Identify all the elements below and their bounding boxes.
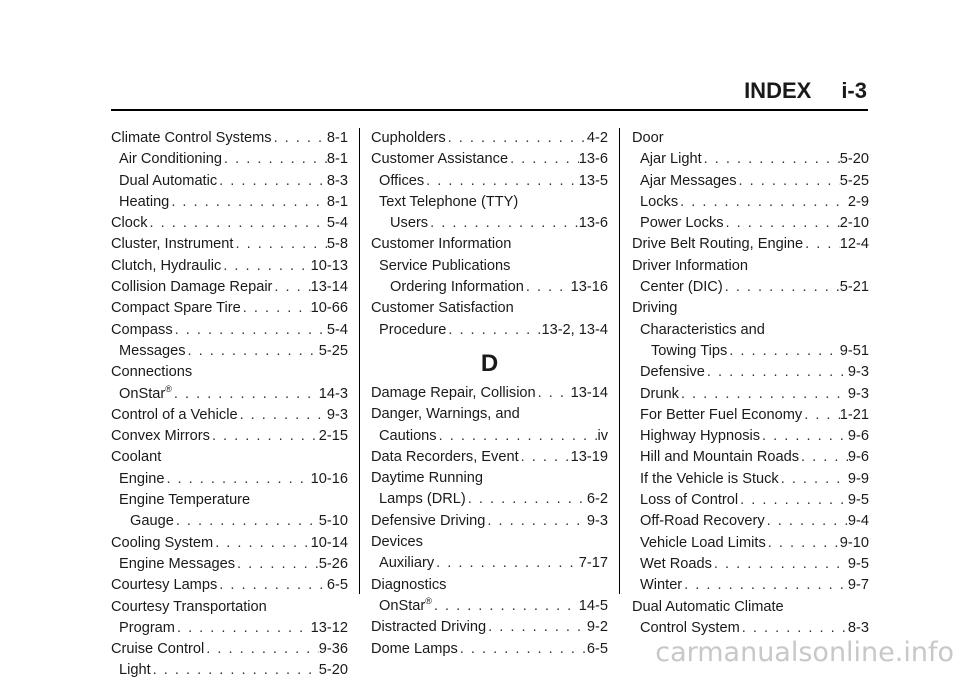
index-column-3 — [632, 128, 869, 639]
dot-leader — [458, 639, 587, 660]
entry-text: Cruise Control — [111, 641, 205, 658]
entry-page: 14-3 — [318, 385, 348, 402]
entry-text: OnStar® — [379, 596, 432, 614]
entry-text: Compact Spare Tire — [111, 300, 241, 317]
index-entry — [632, 234, 869, 255]
entry-text: Hill and Mountain Roads — [640, 449, 799, 466]
index-entry — [111, 575, 348, 596]
entry-page: 9-51 — [839, 342, 869, 359]
index-entry — [111, 426, 348, 447]
index-column-2 — [371, 128, 608, 660]
index-entry — [371, 383, 608, 404]
entry-page: 1-21 — [839, 406, 869, 423]
index-entry — [371, 234, 608, 255]
index-entry — [111, 298, 348, 319]
entry-text: Offices — [379, 172, 425, 189]
entry-text: Engine Temperature — [119, 492, 251, 509]
index-entry — [111, 192, 348, 213]
index-entry — [371, 575, 608, 596]
entry-text: Lamps (DRL) — [379, 491, 466, 508]
section-letter: D — [480, 349, 499, 377]
entry-text: Light — [119, 662, 151, 679]
index-entry — [111, 469, 348, 490]
dot-leader — [765, 511, 848, 532]
index-entry — [111, 490, 348, 511]
index-entry — [632, 298, 869, 319]
index-entry — [111, 277, 348, 298]
index-entry — [371, 128, 608, 149]
dot-leader — [723, 277, 840, 298]
index-entry — [111, 405, 348, 426]
dot-leader — [740, 618, 848, 639]
entry-page: 5-10 — [318, 513, 348, 530]
dot-leader — [173, 320, 327, 341]
entry-page: 9-2 — [586, 619, 608, 636]
entry-text: Courtesy Transportation — [111, 598, 267, 615]
entry-page: 14-5 — [578, 597, 608, 614]
entry-page: 5-8 — [326, 236, 348, 253]
entry-page: 5-25 — [839, 172, 869, 189]
entry-text: Locks — [640, 193, 679, 210]
entry-page: 13-6 — [578, 151, 608, 168]
entry-page: 13-5 — [578, 172, 608, 189]
index-entry — [111, 362, 348, 383]
entry-text: Customer Information — [371, 236, 512, 253]
entry-text: Highway Hypnosis — [640, 428, 761, 445]
entry-page: 2-15 — [318, 428, 348, 445]
entry-page: 13-12 — [310, 619, 348, 636]
index-entry — [111, 554, 348, 575]
index-entry — [632, 447, 869, 468]
entry-page: 8-1 — [326, 130, 348, 146]
column-divider — [619, 128, 620, 594]
index-entry — [111, 234, 348, 255]
entry-text: Cluster, Instrument — [111, 236, 234, 253]
dot-leader — [446, 320, 541, 341]
dot-leader — [702, 149, 840, 170]
index-entry — [111, 639, 348, 660]
entry-page: 7-17 — [578, 555, 608, 572]
entry-text: Distracted Driving — [371, 619, 487, 636]
index-entry — [111, 447, 348, 468]
entry-text: Compass — [111, 321, 173, 338]
dot-leader — [235, 554, 319, 575]
entry-page: 13-16 — [570, 279, 608, 296]
index-entry — [371, 596, 608, 617]
entry-text: Defensive Driving — [371, 512, 486, 529]
dot-leader — [169, 192, 327, 213]
entry-page: 13-2, 13-4 — [541, 321, 608, 338]
entry-page: 8-3 — [847, 619, 869, 636]
entry-text: Loss of Control — [640, 492, 739, 509]
entry-page: 9-7 — [847, 577, 869, 594]
entry-page: 8-3 — [326, 172, 348, 189]
dot-leader — [424, 171, 579, 192]
entry-page: 6-5 — [326, 577, 348, 594]
entry-page: 5-20 — [318, 662, 348, 679]
index-entry — [632, 171, 869, 192]
index-entry — [632, 320, 869, 341]
index-entry — [371, 447, 608, 468]
entry-text: Engine Messages — [119, 555, 236, 572]
index-entry — [111, 149, 348, 170]
column-divider — [359, 128, 360, 594]
index-entry — [632, 511, 869, 532]
index-entry — [632, 149, 869, 170]
entry-page: 13-14 — [310, 279, 348, 296]
index-entry — [371, 553, 608, 574]
entry-text: Auxiliary — [379, 555, 435, 572]
entry-text: Procedure — [379, 321, 447, 338]
dot-leader — [779, 469, 848, 490]
dot-leader — [446, 128, 587, 149]
entry-page: 13-14 — [570, 384, 608, 401]
page-header — [744, 78, 867, 104]
dot-leader — [174, 511, 319, 532]
registered-mark: ® — [165, 383, 172, 394]
watermark: carmanualsonline.info — [655, 637, 954, 668]
index-entry — [632, 533, 869, 554]
entry-text: Cautions — [379, 427, 437, 444]
entry-text: Door — [632, 130, 664, 146]
entry-page: 2-9 — [847, 193, 869, 210]
entry-text: Power Locks — [640, 215, 724, 232]
index-entry — [111, 660, 348, 681]
index-entry — [371, 511, 608, 532]
entry-text: Daytime Running — [371, 470, 483, 487]
entry-text: Dome Lamps — [371, 640, 458, 657]
entry-page: 9-4 — [847, 513, 869, 530]
dot-leader — [210, 426, 319, 447]
entry-text: Devices — [371, 534, 423, 551]
entry-page: 13-19 — [570, 448, 608, 465]
entry-text: Cooling System — [111, 534, 214, 551]
entry-page: 9-3 — [586, 512, 608, 529]
index-entry — [111, 171, 348, 192]
header-title: INDEX — [744, 78, 812, 103]
index-entry — [371, 149, 608, 170]
index-entry — [111, 597, 348, 618]
dot-leader — [434, 553, 579, 574]
index-entry — [632, 256, 869, 277]
index-entry — [632, 341, 869, 362]
entry-text: Courtesy Lamps — [111, 577, 218, 594]
index-entry — [632, 618, 869, 639]
index-entry — [632, 213, 869, 234]
entry-page: 9-6 — [847, 449, 869, 466]
dot-leader — [213, 533, 310, 554]
index-entry — [632, 277, 869, 298]
entry-page: 5-26 — [318, 555, 348, 572]
entry-text: Convex Mirrors — [111, 428, 210, 445]
index-entry — [632, 554, 869, 575]
index-entry — [632, 490, 869, 511]
dot-leader — [272, 277, 310, 298]
dot-leader — [536, 383, 571, 404]
index-entry — [111, 213, 348, 234]
index-entry — [371, 617, 608, 638]
dot-leader — [682, 575, 848, 596]
entry-text: Winter — [640, 577, 683, 594]
entry-text: Ordering Information — [390, 279, 524, 296]
entry-text: Customer Assistance — [371, 151, 509, 168]
index-entry — [371, 489, 608, 510]
entry-page: 5-20 — [839, 151, 869, 168]
entry-text: Off-Road Recovery — [640, 513, 765, 530]
entry-page: 8-1 — [326, 151, 348, 168]
dot-leader — [524, 277, 571, 298]
entry-text: Text Telephone (TTY) — [379, 193, 519, 210]
dot-leader — [803, 234, 840, 255]
dot-leader — [678, 192, 848, 213]
entry-page: 10-16 — [310, 470, 348, 487]
entry-page: 9-5 — [847, 492, 869, 509]
dot-leader — [760, 426, 848, 447]
entry-page: 6-5 — [586, 640, 608, 657]
index-entry — [371, 298, 608, 319]
entry-text: Gauge — [130, 513, 174, 530]
index-entry — [371, 256, 608, 277]
dot-leader — [272, 128, 327, 149]
dot-leader — [151, 660, 319, 681]
index-entry — [632, 426, 869, 447]
entry-text: Dual Automatic Climate — [632, 598, 784, 615]
entry-page: 10-14 — [310, 534, 348, 551]
dot-leader — [712, 554, 848, 575]
entry-text: Diagnostics — [371, 576, 447, 593]
index-entry — [632, 128, 869, 149]
index-entry — [371, 426, 608, 447]
entry-page: 10-13 — [310, 257, 348, 274]
header-page-number: i-3 — [841, 78, 867, 103]
entry-text: Ajar Messages — [640, 172, 737, 189]
entry-text: Engine — [119, 470, 165, 487]
dot-leader — [186, 341, 319, 362]
index-entry — [371, 171, 608, 192]
entry-page: 9-6 — [847, 428, 869, 445]
dot-leader — [727, 341, 840, 362]
dot-leader — [485, 511, 587, 532]
dot-leader — [164, 469, 310, 490]
index-entry — [111, 256, 348, 277]
dot-leader — [238, 405, 327, 426]
index-entry — [632, 575, 869, 596]
dot-leader — [222, 149, 327, 170]
header-rule — [111, 109, 868, 111]
entry-text: Danger, Warnings, and — [371, 406, 520, 423]
dot-leader — [466, 489, 587, 510]
dot-leader — [217, 171, 327, 192]
entry-text: Program — [119, 619, 175, 636]
entry-text: Air Conditioning — [119, 151, 223, 168]
dot-leader — [148, 213, 327, 234]
dot-leader — [172, 384, 319, 405]
entry-text: Customer Satisfaction — [371, 300, 514, 317]
entry-page: 9-3 — [326, 406, 348, 423]
dot-leader — [233, 234, 326, 255]
dot-leader — [724, 213, 840, 234]
entry-page: 12-4 — [839, 236, 869, 253]
entry-page: 8-1 — [326, 193, 348, 210]
index-entry — [632, 384, 869, 405]
entry-page: 9-9 — [847, 470, 869, 487]
entry-text: Cupholders — [371, 130, 446, 146]
index-column-1 — [111, 128, 348, 682]
index-entry — [371, 639, 608, 660]
entry-text: Dual Automatic — [119, 172, 218, 189]
entry-page: 4-2 — [586, 130, 608, 146]
dot-leader — [241, 298, 311, 319]
entry-text: Drunk — [640, 385, 679, 402]
entry-text: Center (DIC) — [640, 279, 723, 296]
dot-leader — [217, 575, 327, 596]
index-entry — [111, 128, 348, 149]
entry-text: Vehicle Load Limits — [640, 534, 766, 551]
entry-text: Collision Damage Repair — [111, 279, 273, 296]
entry-page: 13-6 — [578, 215, 608, 232]
index-entry — [371, 468, 608, 489]
dot-leader — [799, 447, 848, 468]
dot-leader — [766, 533, 840, 554]
dot-leader — [221, 256, 310, 277]
dot-leader — [204, 639, 319, 660]
entry-page: 9-36 — [318, 641, 348, 658]
index-entry — [111, 618, 348, 639]
registered-mark: ® — [425, 596, 432, 607]
entry-text: OnStar® — [119, 383, 172, 402]
entry-page: 9-10 — [839, 534, 869, 551]
index-entry — [632, 362, 869, 383]
dot-leader — [508, 149, 579, 170]
entry-text: Connections — [111, 364, 193, 381]
entry-text: Towing Tips — [651, 342, 728, 359]
index-entry — [111, 320, 348, 341]
entry-text: Characteristics and — [640, 321, 765, 338]
dot-leader — [679, 384, 848, 405]
entry-text: Clock — [111, 215, 148, 232]
index-entry — [632, 469, 869, 490]
entry-page: 5-4 — [326, 215, 348, 232]
entry-text: Heating — [119, 193, 170, 210]
index-entry — [371, 532, 608, 553]
entry-page: 2-10 — [839, 215, 869, 232]
dot-leader — [175, 618, 311, 639]
index-entry — [632, 192, 869, 213]
index-entry — [111, 384, 348, 405]
entry-text: Ajar Light — [640, 151, 702, 168]
entry-text: Control of a Vehicle — [111, 406, 238, 423]
entry-page: 9-5 — [847, 555, 869, 572]
entry-text: Defensive — [640, 364, 705, 381]
entry-page: 10-66 — [310, 300, 348, 317]
entry-text: Driving — [632, 300, 678, 317]
entry-text: Control System — [640, 619, 740, 636]
index-entry — [371, 213, 608, 234]
entry-text: Clutch, Hydraulic — [111, 257, 222, 274]
dot-leader — [705, 362, 848, 383]
index-entry — [111, 341, 348, 362]
entry-text: Service Publications — [379, 257, 511, 274]
entry-page: 9-3 — [847, 385, 869, 402]
entry-text: Data Recorders, Event — [371, 448, 519, 465]
index-entry — [111, 511, 348, 532]
entry-text: Wet Roads — [640, 555, 712, 572]
dot-leader — [738, 490, 848, 511]
entry-text: Users — [390, 215, 429, 232]
entry-text: For Better Fuel Economy — [640, 406, 803, 423]
entry-page: 5-21 — [839, 279, 869, 296]
dot-leader — [428, 213, 579, 234]
index-entry — [371, 320, 608, 341]
index-entry — [632, 597, 869, 618]
index-entry — [371, 192, 608, 213]
dot-leader — [519, 447, 571, 468]
entry-text: Coolant — [111, 449, 162, 466]
entry-text: Damage Repair, Collision — [371, 384, 536, 401]
entry-text: Climate Control Systems — [111, 130, 272, 146]
entry-text: If the Vehicle is Stuck — [640, 470, 779, 487]
dot-leader — [737, 171, 840, 192]
index-entry — [371, 404, 608, 425]
entry-page: 5-4 — [326, 321, 348, 338]
entry-page: 9-3 — [847, 364, 869, 381]
entry-text: Drive Belt Routing, Engine — [632, 236, 804, 253]
dot-leader — [802, 405, 840, 426]
dot-leader — [432, 596, 579, 617]
index-entry — [371, 277, 608, 298]
index-entry — [632, 405, 869, 426]
entry-page: iv — [597, 427, 608, 444]
index-entry — [111, 533, 348, 554]
dot-leader — [486, 617, 587, 638]
entry-page: 5-25 — [318, 342, 348, 359]
dot-leader — [437, 426, 598, 447]
entry-text: Messages — [119, 342, 186, 359]
entry-text: Driver Information — [632, 257, 748, 274]
entry-page: 6-2 — [586, 491, 608, 508]
